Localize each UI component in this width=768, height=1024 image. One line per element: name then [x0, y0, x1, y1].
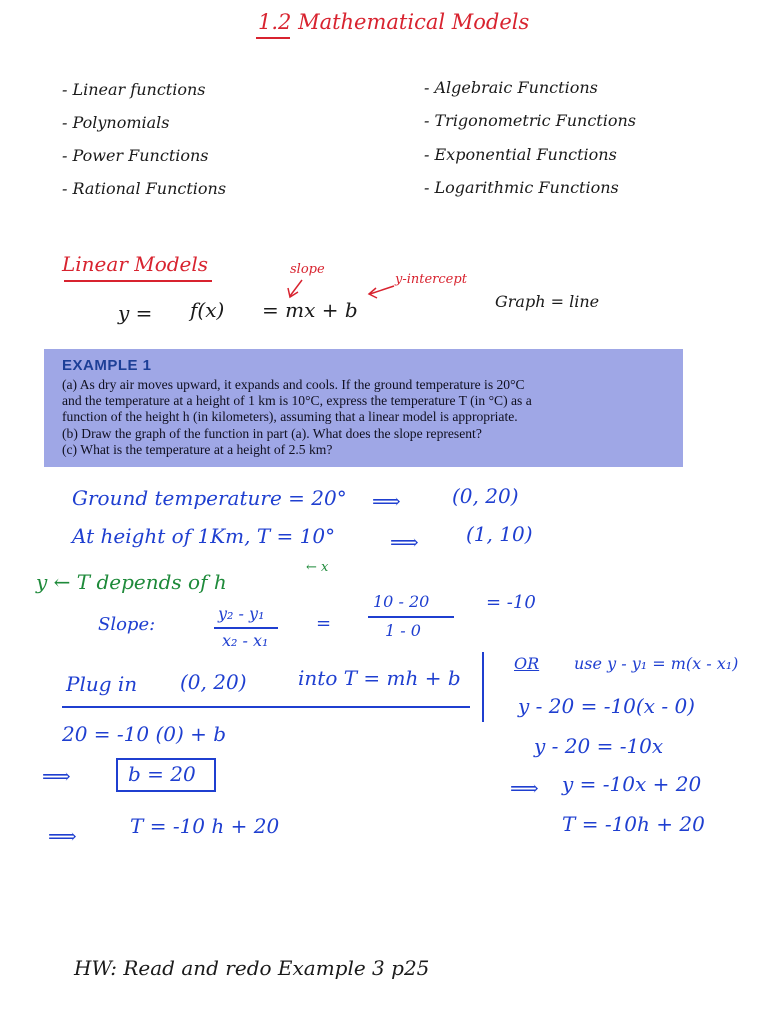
- example-line-2: and the temperature at a height of 1 km is 10°C, express the temperature T (in °C) as a: [62, 393, 532, 408]
- list-item-trigonometric: - Trigonometric Functions: [424, 111, 636, 130]
- list-item-rational: - Rational Functions: [62, 179, 227, 198]
- example-line-4: (b) Draw the graph of the function in part (a). What does the slope represent?: [62, 426, 482, 441]
- formula-y: y =: [118, 301, 153, 325]
- slope-annotation: slope: [290, 262, 325, 277]
- height-line: At height of 1Km, T = 10°: [72, 524, 336, 548]
- arrow-4: ⟹: [48, 824, 77, 848]
- alt-step-1: y - 20 = -10(x - 0): [518, 694, 695, 718]
- slope-equals: =: [316, 613, 332, 634]
- arrow-5: ⟹: [510, 776, 539, 800]
- alt-step-3: y = -10x + 20: [562, 772, 702, 796]
- slope-formula-num: y₂ - y₁: [218, 604, 265, 623]
- slope-label: Slope:: [98, 614, 156, 635]
- example-line-1: (a) As dry air moves upward, it expands and cools. If the ground temperature is 20°C: [62, 377, 525, 392]
- boxed-result: b = 20: [116, 758, 216, 792]
- list-item-exponential: - Exponential Functions: [424, 145, 617, 164]
- graph-note: Graph = line: [495, 292, 600, 311]
- formula-f: f(x): [190, 298, 225, 322]
- point-slope-formula: use y - y₁ = m(x - x₁): [574, 654, 739, 673]
- depends-x-note: ← x: [306, 560, 329, 575]
- plug-in-label: Plug in: [66, 672, 138, 696]
- depends-note: y ← T depends of h: [36, 570, 227, 594]
- example-title: EXAMPLE 1: [62, 357, 152, 374]
- slope-result: = -10: [486, 592, 536, 613]
- slope-den-values: 1 - 0: [385, 621, 421, 640]
- plug-into: into T = mh + b: [298, 666, 461, 690]
- list-item-polynomials: - Polynomials: [62, 113, 170, 132]
- arrow-2: ⟹: [390, 530, 419, 554]
- intercept-annotation: y-intercept: [395, 272, 467, 287]
- formula-rhs: = mx + b: [262, 298, 358, 322]
- arrow-1: ⟹: [372, 489, 401, 513]
- alt-step-2: y - 20 = -10x: [534, 734, 664, 758]
- list-item-power: - Power Functions: [62, 146, 209, 165]
- linear-models-heading: Linear Models: [62, 252, 209, 276]
- example-line-3: function of the height h (in kilometers), assuming that a linear model is appropriate.: [62, 409, 518, 424]
- alt-step-4: T = -10h + 20: [562, 812, 705, 836]
- list-item-algebraic: - Algebraic Functions: [424, 78, 598, 97]
- equation-b: 20 = -10 (0) + b: [62, 722, 227, 746]
- homework-note: HW: Read and redo Example 3 p25: [74, 956, 430, 980]
- point-2: (1, 10): [466, 522, 533, 546]
- list-item-logarithmic: - Logarithmic Functions: [424, 178, 619, 197]
- or-label: OR: [514, 654, 540, 673]
- slope-formula-den: x₂ - x₁: [222, 631, 269, 650]
- ground-temperature: Ground temperature = 20°: [72, 486, 347, 510]
- final-equation-left: T = -10 h + 20: [130, 814, 280, 838]
- list-item-linear: - Linear functions: [62, 80, 206, 99]
- arrow-3: ⟹: [42, 764, 71, 788]
- plug-point: (0, 20): [180, 670, 247, 694]
- page-title: 1.2 Mathematical Models: [258, 10, 530, 34]
- point-1: (0, 20): [452, 484, 519, 508]
- example-line-5: (c) What is the temperature at a height of 2.5 km?: [62, 442, 333, 457]
- slope-num-values: 10 - 20: [373, 592, 430, 611]
